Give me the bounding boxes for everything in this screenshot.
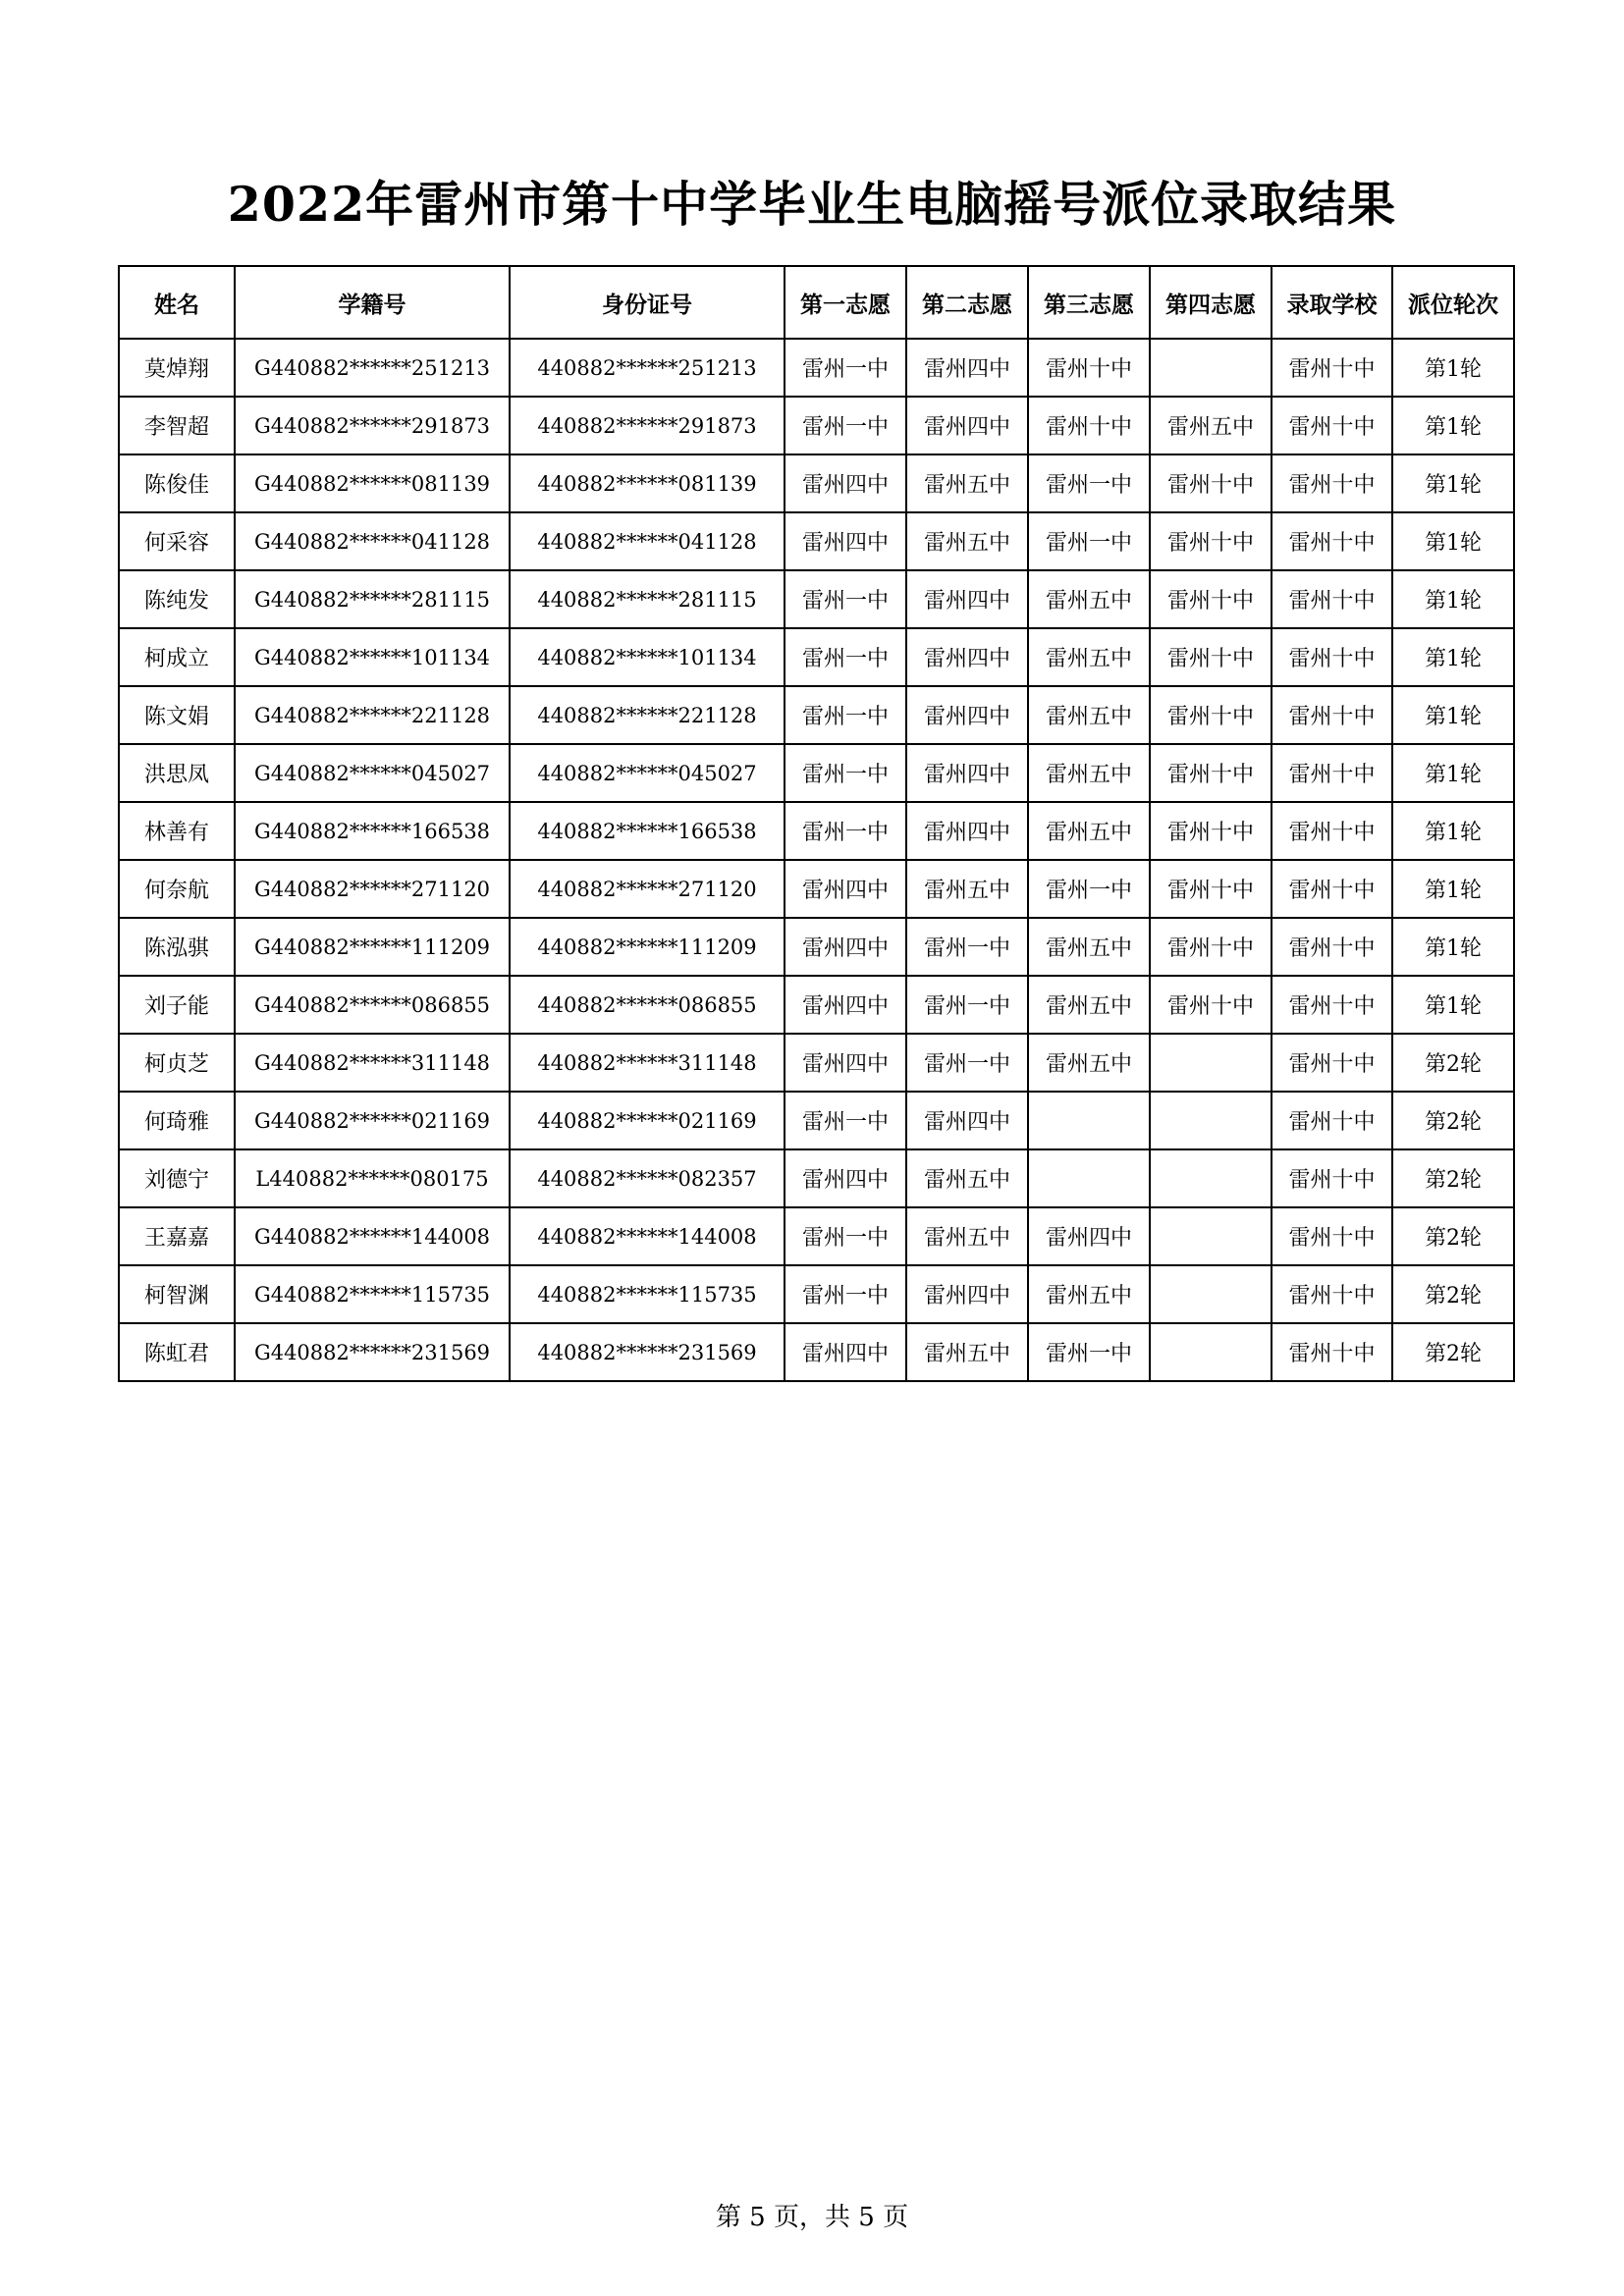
table-row — [119, 397, 1514, 454]
cell-choice-4: 雷州十中 — [1150, 628, 1272, 686]
cell-choice-3: 雷州五中 — [1028, 744, 1150, 802]
cell-student-id: G440882******115735 — [235, 1265, 510, 1323]
cell-student-id: G440882******231569 — [235, 1323, 510, 1381]
cell-admitted-school: 雷州十中 — [1272, 976, 1392, 1034]
cell-admitted-school: 雷州十中 — [1272, 339, 1392, 397]
cell-name: 王嘉嘉 — [119, 1207, 235, 1265]
cell-id-number: 440882******144008 — [510, 1207, 785, 1265]
cell-student-id: G440882******251213 — [235, 339, 510, 397]
cell-choice-1: 雷州一中 — [785, 744, 906, 802]
cell-id-number: 440882******115735 — [510, 1265, 785, 1323]
cell-round: 第1轮 — [1392, 686, 1514, 744]
cell-choice-2: 雷州五中 — [906, 512, 1028, 570]
cell-id-number: 440882******251213 — [510, 339, 785, 397]
cell-round: 第2轮 — [1392, 1149, 1514, 1207]
cell-name: 林善有 — [119, 802, 235, 860]
cell-choice-1: 雷州一中 — [785, 1265, 906, 1323]
cell-choice-4: 雷州十中 — [1150, 918, 1272, 976]
cell-student-id: L440882******080175 — [235, 1149, 510, 1207]
cell-student-id: G440882******101134 — [235, 628, 510, 686]
cell-name: 刘子能 — [119, 976, 235, 1034]
column-header-name: 姓名 — [119, 266, 235, 339]
cell-choice-1: 雷州四中 — [785, 1323, 906, 1381]
cell-choice-4 — [1150, 1034, 1272, 1092]
cell-choice-4 — [1150, 1207, 1272, 1265]
cell-name: 何琦雅 — [119, 1092, 235, 1149]
cell-round: 第1轮 — [1392, 397, 1514, 454]
cell-choice-4 — [1150, 339, 1272, 397]
cell-choice-1: 雷州一中 — [785, 570, 906, 628]
table-row — [119, 1092, 1514, 1149]
cell-choice-2: 雷州四中 — [906, 397, 1028, 454]
column-header-choice-2: 第二志愿 — [906, 266, 1028, 339]
cell-choice-4: 雷州十中 — [1150, 570, 1272, 628]
cell-choice-4: 雷州十中 — [1150, 744, 1272, 802]
table-row — [119, 1207, 1514, 1265]
cell-choice-3: 雷州一中 — [1028, 860, 1150, 918]
cell-choice-4: 雷州五中 — [1150, 397, 1272, 454]
cell-choice-1: 雷州四中 — [785, 1034, 906, 1092]
cell-round: 第1轮 — [1392, 454, 1514, 512]
cell-choice-3: 雷州五中 — [1028, 976, 1150, 1034]
cell-id-number: 440882******082357 — [510, 1149, 785, 1207]
cell-choice-2: 雷州四中 — [906, 802, 1028, 860]
cell-round: 第1轮 — [1392, 744, 1514, 802]
cell-choice-3: 雷州一中 — [1028, 512, 1150, 570]
cell-student-id: G440882******311148 — [235, 1034, 510, 1092]
cell-id-number: 440882******045027 — [510, 744, 785, 802]
cell-student-id: G440882******271120 — [235, 860, 510, 918]
cell-name: 陈文娟 — [119, 686, 235, 744]
cell-choice-2: 雷州五中 — [906, 1207, 1028, 1265]
cell-admitted-school: 雷州十中 — [1272, 570, 1392, 628]
cell-choice-2: 雷州五中 — [906, 454, 1028, 512]
cell-id-number: 440882******311148 — [510, 1034, 785, 1092]
cell-name: 何采容 — [119, 512, 235, 570]
cell-admitted-school: 雷州十中 — [1272, 686, 1392, 744]
cell-round: 第1轮 — [1392, 512, 1514, 570]
header-row — [119, 266, 1514, 339]
cell-admitted-school: 雷州十中 — [1272, 860, 1392, 918]
cell-round: 第1轮 — [1392, 860, 1514, 918]
cell-admitted-school: 雷州十中 — [1272, 1207, 1392, 1265]
column-header-choice-3: 第三志愿 — [1028, 266, 1150, 339]
cell-id-number: 440882******281115 — [510, 570, 785, 628]
cell-id-number: 440882******081139 — [510, 454, 785, 512]
cell-id-number: 440882******221128 — [510, 686, 785, 744]
cell-round: 第2轮 — [1392, 1265, 1514, 1323]
cell-name: 李智超 — [119, 397, 235, 454]
table-row — [119, 628, 1514, 686]
cell-choice-3: 雷州五中 — [1028, 570, 1150, 628]
table-row — [119, 1149, 1514, 1207]
cell-id-number: 440882******271120 — [510, 860, 785, 918]
cell-choice-2: 雷州四中 — [906, 1265, 1028, 1323]
cell-round: 第1轮 — [1392, 628, 1514, 686]
table-row — [119, 918, 1514, 976]
table-row — [119, 686, 1514, 744]
cell-admitted-school: 雷州十中 — [1272, 512, 1392, 570]
cell-choice-2: 雷州四中 — [906, 686, 1028, 744]
cell-id-number: 440882******086855 — [510, 976, 785, 1034]
page-title: 2022年雷州市第十中学毕业生电脑摇号派位录取结果 — [227, 176, 1397, 233]
cell-choice-1: 雷州一中 — [785, 802, 906, 860]
table-row — [119, 1323, 1514, 1381]
cell-name: 陈虹君 — [119, 1323, 235, 1381]
cell-choice-2: 雷州四中 — [906, 628, 1028, 686]
cell-choice-2: 雷州五中 — [906, 860, 1028, 918]
admission-results-table — [118, 265, 1515, 1382]
table-row — [119, 1034, 1514, 1092]
cell-student-id: G440882******021169 — [235, 1092, 510, 1149]
table-row — [119, 976, 1514, 1034]
column-header-admitted-school: 录取学校 — [1272, 266, 1392, 339]
table-row — [119, 802, 1514, 860]
cell-admitted-school: 雷州十中 — [1272, 1034, 1392, 1092]
table-row — [119, 1265, 1514, 1323]
cell-round: 第1轮 — [1392, 802, 1514, 860]
cell-round: 第2轮 — [1392, 1034, 1514, 1092]
table-row — [119, 860, 1514, 918]
column-header-choice-1: 第一志愿 — [785, 266, 906, 339]
cell-choice-4: 雷州十中 — [1150, 454, 1272, 512]
cell-admitted-school: 雷州十中 — [1272, 1149, 1392, 1207]
column-header-round: 派位轮次 — [1392, 266, 1514, 339]
cell-name: 莫焯翔 — [119, 339, 235, 397]
cell-choice-1: 雷州一中 — [785, 339, 906, 397]
cell-choice-1: 雷州一中 — [785, 1207, 906, 1265]
cell-id-number: 440882******041128 — [510, 512, 785, 570]
cell-name: 刘德宁 — [119, 1149, 235, 1207]
cell-student-id: G440882******045027 — [235, 744, 510, 802]
table-row — [119, 454, 1514, 512]
cell-choice-1: 雷州一中 — [785, 628, 906, 686]
page-footer: 第 5 页，共 5 页 — [715, 2203, 909, 2232]
cell-admitted-school: 雷州十中 — [1272, 628, 1392, 686]
cell-choice-1: 雷州一中 — [785, 686, 906, 744]
cell-round: 第2轮 — [1392, 1207, 1514, 1265]
table-row — [119, 744, 1514, 802]
cell-choice-4: 雷州十中 — [1150, 686, 1272, 744]
cell-choice-1: 雷州四中 — [785, 512, 906, 570]
cell-student-id: G440882******144008 — [235, 1207, 510, 1265]
cell-name: 洪思凤 — [119, 744, 235, 802]
cell-admitted-school: 雷州十中 — [1272, 802, 1392, 860]
cell-choice-1: 雷州四中 — [785, 860, 906, 918]
cell-name: 陈纯发 — [119, 570, 235, 628]
cell-choice-4 — [1150, 1092, 1272, 1149]
cell-choice-3: 雷州四中 — [1028, 1207, 1150, 1265]
cell-name: 陈俊佳 — [119, 454, 235, 512]
cell-choice-1: 雷州一中 — [785, 397, 906, 454]
cell-choice-2: 雷州四中 — [906, 339, 1028, 397]
cell-choice-2: 雷州一中 — [906, 918, 1028, 976]
cell-choice-2: 雷州一中 — [906, 1034, 1028, 1092]
cell-name: 柯贞芝 — [119, 1034, 235, 1092]
cell-choice-3: 雷州五中 — [1028, 1034, 1150, 1092]
cell-round: 第1轮 — [1392, 570, 1514, 628]
cell-student-id: G440882******221128 — [235, 686, 510, 744]
cell-choice-4: 雷州十中 — [1150, 512, 1272, 570]
cell-choice-3: 雷州五中 — [1028, 1265, 1150, 1323]
cell-choice-1: 雷州四中 — [785, 1149, 906, 1207]
cell-name: 陈泓骐 — [119, 918, 235, 976]
cell-admitted-school: 雷州十中 — [1272, 744, 1392, 802]
cell-id-number: 440882******291873 — [510, 397, 785, 454]
cell-choice-4: 雷州十中 — [1150, 802, 1272, 860]
cell-choice-3: 雷州五中 — [1028, 918, 1150, 976]
cell-choice-3: 雷州十中 — [1028, 339, 1150, 397]
cell-choice-3: 雷州五中 — [1028, 802, 1150, 860]
table-row — [119, 570, 1514, 628]
cell-name: 柯智渊 — [119, 1265, 235, 1323]
cell-admitted-school: 雷州十中 — [1272, 397, 1392, 454]
table-row — [119, 339, 1514, 397]
cell-student-id: G440882******041128 — [235, 512, 510, 570]
cell-name: 何奈航 — [119, 860, 235, 918]
cell-round: 第1轮 — [1392, 918, 1514, 976]
cell-choice-2: 雷州四中 — [906, 570, 1028, 628]
cell-student-id: G440882******291873 — [235, 397, 510, 454]
cell-round: 第1轮 — [1392, 339, 1514, 397]
cell-choice-2: 雷州五中 — [906, 1323, 1028, 1381]
cell-choice-3: 雷州十中 — [1028, 397, 1150, 454]
cell-choice-3: 雷州五中 — [1028, 628, 1150, 686]
cell-round: 第2轮 — [1392, 1323, 1514, 1381]
cell-choice-4 — [1150, 1149, 1272, 1207]
cell-student-id: G440882******111209 — [235, 918, 510, 976]
cell-student-id: G440882******281115 — [235, 570, 510, 628]
cell-choice-2: 雷州五中 — [906, 1149, 1028, 1207]
cell-choice-1: 雷州四中 — [785, 976, 906, 1034]
cell-choice-4 — [1150, 1323, 1272, 1381]
cell-round: 第1轮 — [1392, 976, 1514, 1034]
cell-id-number: 440882******021169 — [510, 1092, 785, 1149]
cell-choice-3 — [1028, 1149, 1150, 1207]
table-header — [119, 266, 1514, 339]
cell-admitted-school: 雷州十中 — [1272, 1323, 1392, 1381]
cell-student-id: G440882******081139 — [235, 454, 510, 512]
cell-choice-1: 雷州四中 — [785, 454, 906, 512]
cell-name: 柯成立 — [119, 628, 235, 686]
cell-admitted-school: 雷州十中 — [1272, 1265, 1392, 1323]
table-row — [119, 512, 1514, 570]
cell-choice-1: 雷州一中 — [785, 1092, 906, 1149]
cell-choice-4: 雷州十中 — [1150, 860, 1272, 918]
cell-choice-1: 雷州四中 — [785, 918, 906, 976]
cell-student-id: G440882******086855 — [235, 976, 510, 1034]
column-header-id-number: 身份证号 — [510, 266, 785, 339]
cell-admitted-school: 雷州十中 — [1272, 918, 1392, 976]
column-header-student-id: 学籍号 — [235, 266, 510, 339]
cell-choice-3: 雷州五中 — [1028, 686, 1150, 744]
cell-choice-4: 雷州十中 — [1150, 976, 1272, 1034]
cell-id-number: 440882******101134 — [510, 628, 785, 686]
cell-id-number: 440882******111209 — [510, 918, 785, 976]
cell-round: 第2轮 — [1392, 1092, 1514, 1149]
cell-choice-3 — [1028, 1092, 1150, 1149]
table-body — [119, 339, 1514, 1381]
cell-choice-2: 雷州四中 — [906, 744, 1028, 802]
cell-admitted-school: 雷州十中 — [1272, 454, 1392, 512]
cell-choice-2: 雷州一中 — [906, 976, 1028, 1034]
cell-choice-2: 雷州四中 — [906, 1092, 1028, 1149]
cell-choice-3: 雷州一中 — [1028, 1323, 1150, 1381]
cell-choice-4 — [1150, 1265, 1272, 1323]
cell-id-number: 440882******231569 — [510, 1323, 785, 1381]
cell-student-id: G440882******166538 — [235, 802, 510, 860]
column-header-choice-4: 第四志愿 — [1150, 266, 1272, 339]
cell-choice-3: 雷州一中 — [1028, 454, 1150, 512]
cell-admitted-school: 雷州十中 — [1272, 1092, 1392, 1149]
cell-id-number: 440882******166538 — [510, 802, 785, 860]
